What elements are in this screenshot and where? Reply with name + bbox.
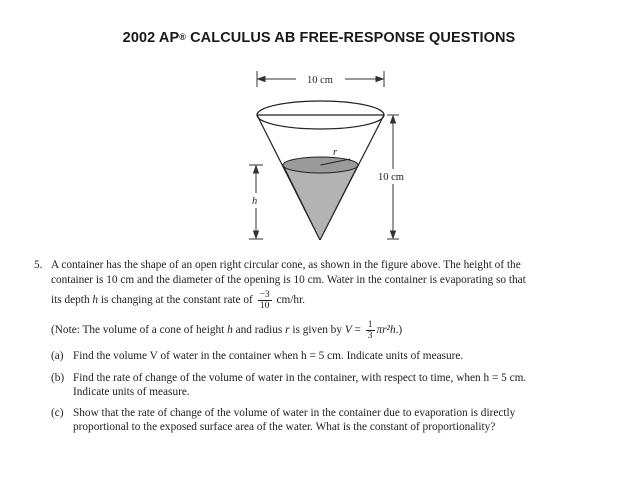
water-body bbox=[283, 165, 358, 240]
volume-note: (Note: The volume of a cone of height h and radius r is given by V = $\frac{1}{3}$ πr²h.) bbox=[51, 320, 403, 341]
depth-label: h bbox=[252, 196, 258, 207]
part-a-label: (a) bbox=[51, 350, 64, 362]
question-intro-line3: its depth h is changing at the constant rate of $\frac{-3}{10}$ cm/hr. bbox=[51, 290, 306, 311]
part-c-line1: Show that the rate of change of the volume of water in the container due to evaporation is directly bbox=[73, 407, 516, 419]
question-number: 5. bbox=[34, 259, 43, 271]
part-c-label: (c) bbox=[51, 407, 64, 419]
question-intro-line2: container is 10 cm and the diameter of the opening is 10 cm. Water in the container is evaporating so that bbox=[51, 274, 526, 286]
part-c-line2: proportional to the exposed surface area of the water. What is the constant of proportionality? bbox=[73, 421, 496, 433]
radius-label: r bbox=[333, 147, 338, 158]
part-b-line1: Find the rate of change of the volume of water in the container, with respect to time, when h = 5 cm. bbox=[73, 372, 527, 384]
part-a-text: Find the volume V of water in the container when h = 5 cm. Indicate units of measure. bbox=[73, 350, 464, 362]
height-label: 10 cm bbox=[378, 172, 404, 183]
one-third-fraction: $\frac{1}{3}$ bbox=[367, 320, 373, 341]
rate-fraction: $\frac{-3}{10}$ bbox=[259, 290, 270, 311]
diameter-label: 10 cm bbox=[307, 75, 333, 86]
part-b-label: (b) bbox=[51, 372, 65, 384]
page-title: 2002 AP® CALCULUS AB FREE-RESPONSE QUESTIONS bbox=[122, 30, 516, 46]
part-b-line2: Indicate units of measure. bbox=[73, 386, 190, 398]
question-intro-line1: A container has the shape of an open right circular cone, as shown in the figure above. The height of the bbox=[51, 259, 521, 271]
